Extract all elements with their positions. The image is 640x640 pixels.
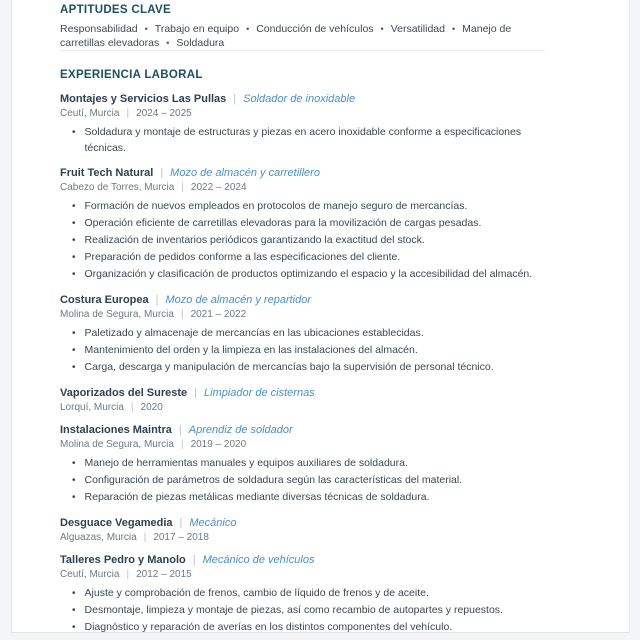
job-location: Ceutí, Murcia (60, 108, 120, 119)
pipe-separator: | (178, 424, 182, 436)
job-bullet (72, 489, 545, 506)
bullet-text: Diagnóstico y reparación de averías en los distintos componentes del vehículo. (84, 621, 453, 633)
job-entry (60, 93, 545, 156)
section-divider (60, 50, 545, 51)
pipe-separator: | (143, 532, 147, 543)
bullet-glyph: • (72, 362, 76, 373)
bullet-glyph: • (72, 588, 76, 599)
bullet-glyph: • (72, 475, 76, 486)
job-bullets (60, 455, 545, 506)
resume-page (11, 0, 630, 633)
job-location: Lorquí, Murcia (60, 402, 124, 413)
pipe-separator: | (126, 108, 130, 119)
company-name: Fruit Tech Natural (60, 167, 154, 179)
bullet-glyph: • (72, 328, 76, 339)
skill-item: Manejo de carretillas elevadoras (60, 23, 512, 49)
job-meta (60, 569, 545, 580)
skill-separator: • (166, 37, 170, 48)
job-entry (60, 294, 545, 376)
skills-section (60, 4, 545, 50)
bullet-glyph: • (72, 218, 76, 229)
job-meta (60, 309, 545, 320)
bullet-text: Formación de nuevos empleados en protocolos de manejo seguro de mercancías. (84, 200, 468, 212)
job-dates: 2012 – 2015 (136, 569, 192, 580)
company-name: Montajes y Servicios Las Pullas (60, 93, 227, 105)
skill-separator: • (144, 24, 148, 34)
job-entry (60, 517, 545, 543)
job-bullets (60, 585, 545, 636)
job-entry (60, 554, 545, 636)
skill-item: Responsabilidad (60, 23, 138, 35)
job-bullet (72, 455, 545, 472)
pipe-separator: | (160, 167, 164, 179)
bullet-text: Desmontaje, limpieza y montaje de piezas, así como recambio de autopartes y repuestos. (84, 604, 503, 616)
pipe-separator: | (194, 387, 198, 399)
job-bullet (72, 325, 545, 342)
job-bullet (72, 602, 545, 619)
skill-item: Conducción de vehículos (256, 23, 374, 35)
company-name: Desguace Vegamedia (60, 517, 173, 529)
company-name: Instalaciones Maintra (60, 424, 172, 436)
bullet-text: Manejo de herramientas manuales y equipos auxiliares de soldadura. (84, 457, 408, 469)
bullet-text: Ajuste y comprobación de frenos, cambio de líquido de frenos y de aceite. (84, 587, 429, 599)
bullet-text: Soldadura y montaje de estructuras y piezas en acero inoxidable conforme a especificaciones técnicas. (84, 126, 522, 154)
bullet-text: Realización de inventarios periódicos garantizando la exactitud del stock. (84, 234, 425, 246)
skill-item: Soldadura (176, 36, 225, 49)
pipe-separator: | (126, 569, 130, 580)
job-bullet (72, 619, 545, 636)
bullet-glyph: • (72, 458, 76, 469)
pipe-separator: | (180, 309, 184, 320)
section-title-experiencia: EXPERIENCIA LABORAL (60, 69, 203, 81)
skill-separator: • (380, 24, 384, 34)
job-title: Aprendiz de soldador (188, 424, 293, 436)
job-header (60, 424, 545, 437)
bullet-text: Configuración de parámetros de soldadura según las características del material. (84, 474, 463, 486)
bullet-glyph: • (72, 605, 76, 616)
pipe-separator: | (179, 517, 183, 529)
job-header (60, 93, 545, 106)
job-title: Mecánico (189, 517, 237, 529)
job-bullets (60, 198, 545, 283)
job-meta (60, 182, 545, 193)
pipe-separator: | (233, 93, 237, 105)
skills-list (60, 23, 545, 50)
bullet-glyph: • (72, 252, 76, 263)
bullet-glyph: • (72, 235, 76, 246)
job-dates: 2019 – 2020 (190, 439, 247, 450)
job-bullet (72, 249, 545, 266)
job-bullet (72, 585, 545, 602)
job-bullet (72, 124, 545, 156)
bullet-text: Organización y clasificación de productos optimizando el espacio y la accesibilidad del almacén. (84, 268, 533, 280)
job-meta (60, 108, 545, 119)
pipe-separator: | (181, 182, 184, 193)
bullet-text: Paletizado y almacenaje de mercancías en las ubicaciones establecidas. (84, 327, 424, 339)
bullet-glyph: • (72, 269, 76, 280)
skill-separator: • (246, 24, 250, 34)
job-bullet (72, 342, 545, 359)
section-title-aptitudes: APTITUDES CLAVE (60, 4, 171, 16)
job-location: Molina de Segura, Murcia (60, 439, 174, 450)
job-title: Soldador de inoxidable (243, 93, 356, 105)
job-title: Mozo de almacén y carretillero (170, 167, 320, 179)
job-meta (60, 532, 545, 543)
job-meta (60, 402, 545, 413)
job-location: Cabezo de Torres, Murcia (60, 182, 175, 193)
job-bullets (60, 325, 545, 376)
job-header (60, 517, 545, 530)
bullet-text: Preparación de pedidos conforme a las especificaciones del cliente. (84, 251, 401, 263)
skill-item: Versatilidad (390, 23, 445, 35)
job-header (60, 167, 545, 180)
job-bullets (60, 124, 545, 156)
company-name: Costura Europea (60, 294, 149, 306)
experience-section (60, 69, 545, 636)
pipe-separator: | (155, 294, 159, 306)
job-entry (60, 167, 545, 283)
job-location: Alguazas, Murcia (60, 532, 137, 543)
pipe-separator: | (180, 439, 184, 450)
job-bullet (72, 472, 545, 489)
bullet-glyph: • (72, 492, 76, 503)
skill-separator: • (452, 24, 456, 34)
job-entry (60, 424, 545, 506)
bullet-glyph: • (72, 622, 76, 633)
bullet-text: Operación eficiente de carretillas elevadoras para la movilización de cargas pesadas. (84, 217, 482, 229)
skill-item: Trabajo en equipo (154, 23, 240, 35)
job-entry (60, 387, 545, 413)
job-dates: 2021 – 2022 (190, 309, 247, 320)
job-header (60, 387, 545, 400)
job-title: Mozo de almacén y repartidor (165, 294, 312, 306)
job-location: Molina de Segura, Murcia (60, 309, 174, 320)
job-header (60, 294, 545, 307)
job-title: Limpiador de cisternas (204, 387, 315, 399)
job-dates: 2020 (140, 402, 163, 413)
page-content (12, 0, 629, 636)
bullet-text: Reparación de piezas metálicas mediante diversas técnicas de soldadura. (84, 491, 430, 503)
job-bullet (72, 232, 545, 249)
bullet-text: Carga, descarga y manipulación de mercancías bajo la supervisión de personal técnico. (84, 361, 494, 373)
job-title: Mecánico de vehículos (202, 554, 315, 566)
job-bullet (72, 266, 545, 283)
bullet-glyph: • (72, 345, 76, 356)
job-dates: 2024 – 2025 (136, 108, 192, 119)
company-name: Vaporizados del Sureste (60, 387, 188, 399)
job-bullet (72, 359, 545, 376)
company-name: Talleres Pedro y Manolo (60, 554, 186, 566)
pipe-separator: | (130, 402, 134, 413)
job-meta (60, 439, 545, 450)
bullet-text: Mantenimiento del orden y la limpieza en las instalaciones del almacén. (84, 344, 418, 356)
job-header (60, 554, 545, 567)
job-bullet (72, 198, 545, 215)
job-dates: 2017 – 2018 (153, 532, 209, 543)
pipe-separator: | (192, 554, 196, 566)
bullet-glyph: • (72, 127, 76, 138)
bullet-glyph: • (72, 201, 76, 212)
job-dates: 2022 – 2024 (190, 182, 247, 193)
job-bullet (72, 215, 545, 232)
job-location: Ceutí, Murcia (60, 569, 120, 580)
